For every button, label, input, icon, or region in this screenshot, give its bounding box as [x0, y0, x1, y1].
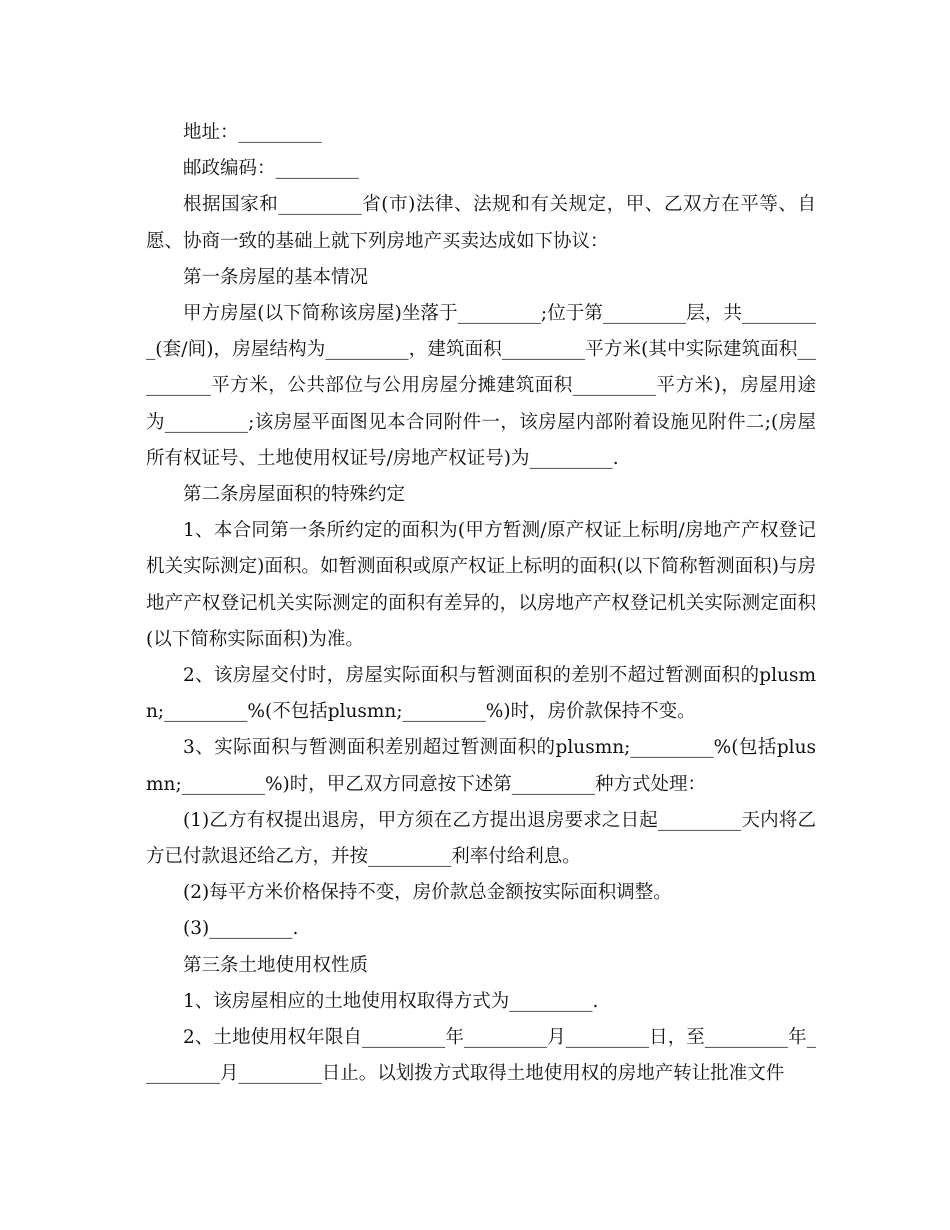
preamble-paragraph: 根据国家和_________省(市)法律、法规和有关规定，甲、乙双方在平等、自愿、协商一致的基础上就下列房地产买卖达成如下协议： — [146, 194, 816, 252]
article-2-clause-2: 2、该房屋交付时，房屋实际面积与暂测面积的差别不超过暂测面积的plusmn;_________%(不包括plusmn;_________%)时，房价款保持不变。 — [146, 665, 816, 723]
address-line: 地址：_________ — [183, 122, 322, 143]
article-3-heading: 第三条土地使用权性质 — [183, 954, 369, 976]
postal-code-line: 邮政编码：_________ — [183, 158, 359, 180]
article-2-heading: 第二条房屋面积的特殊约定 — [183, 484, 406, 506]
document-body — [146, 115, 816, 1092]
article-2-clause-3: 3、实际面积与暂测面积差别超过暂测面积的plusmn;_________%(包括plusmn;_________%)时，甲乙双方同意按下述第_________种方式处理： — [146, 737, 816, 795]
article-2-clause-1: 1、本合同第一条所约定的面积为(甲方暂测/原产权证上标明/房地产产权登记机关实际测定)面积。如暂测面积或原产权证上标明的面积(以下简称暂测面积)与房地产产权登记机关实际测定的面积有差异的，以房地产产权登记机关实际测定面积(以下简称实际面积)为准。 — [146, 520, 816, 650]
article-3-clause-1: 1、该房屋相应的土地使用权取得方式为_________. — [183, 990, 599, 1012]
article-3-clause-2: 2、土地使用权年限自_________年_________月_________日，至_________年_________月_________日止。以划拨方式取得土地使用权的房地产转让批准文件 — [146, 1027, 816, 1085]
option-2-paragraph: (2)每平方米价格保持不变，房价款总金额按实际面积调整。 — [183, 882, 672, 904]
article-1-body: 甲方房屋(以下简称该房屋)坐落于_________;位于第_________层，共_________(套/间)，房屋结构为_________，建筑面积_________平方米(其中实际建筑面积_________平方米，公共部位与公用房屋分摊建筑面积_________平方米)，房屋用途为_________;该房屋平面图见本合同附件一，该房屋内部附着设施见附件二;(房屋所有权证号、土地使用权证号/房地产权证号)为_________. — [146, 303, 816, 469]
option-3-paragraph: (3)_________. — [183, 918, 299, 940]
article-1-heading: 第一条房屋的基本情况 — [183, 266, 369, 288]
option-1-paragraph: (1)乙方有权提出退房，甲方须在乙方提出退房要求之日起_________天内将乙方已付款退还给乙方，并按_________利率付给利息。 — [146, 809, 816, 868]
